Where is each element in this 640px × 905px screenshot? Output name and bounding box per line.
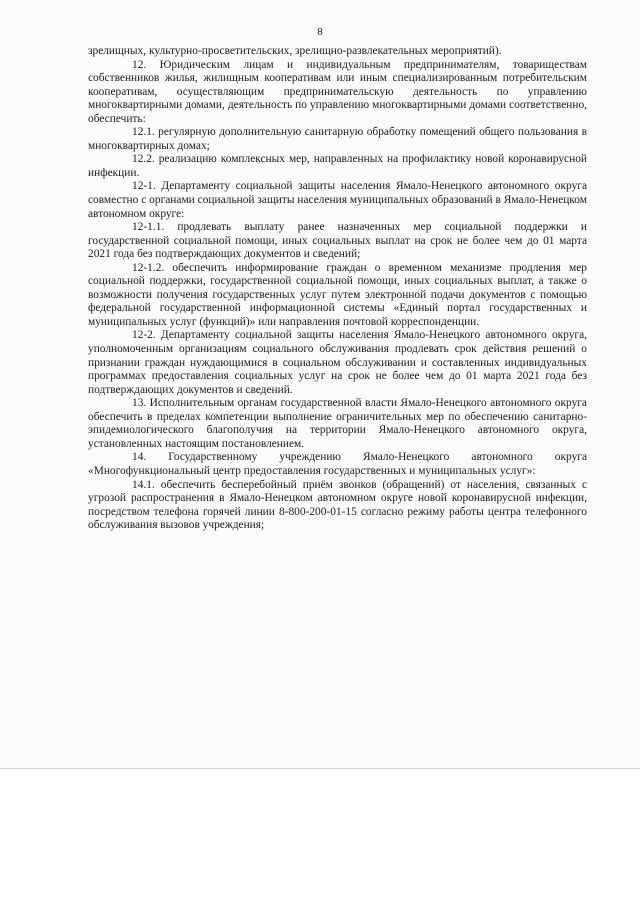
paragraph: 12-1.1. продлевать выплату ранее назначенных мер социальной поддержки и государственной социальной помощи, иных социальных выплат на срок не более чем до 01 марта 2021 года без подтверждающих документов и сведений; <box>88 221 587 261</box>
paragraph: 12-1.2. обеспечить информирование граждан о временном механизме продления мер социальной поддержки, государственной социальной помощи, иных социальных выплат, а также о возможности получения государственных услуг путем электронной подачи документов с помощью федеральной государственной информационной системы «Единый портал государственных и муниципальных услуг (функций)» или направления почтовой корреспонденции. <box>88 261 587 328</box>
paragraph: 12-2. Департаменту социальной защиты населения Ямало-Ненецкого автономного округа, уполномоченным организациям социального обслуживания продлевать срок действия решений о признании граждан нуждающимися в социальном обслуживании и составленных индивидуальных программах предоставления социальных услуг на срок не более чем до 01 марта 2021 года без подтверждающих документов и сведений. <box>88 329 587 396</box>
paragraph: 12-1. Департаменту социальной защиты населения Ямало-Ненецкого автономного округа совместно с органами социальной защиты населения муниципальных образований в Ямало-Ненецком автономном округе: <box>88 180 587 220</box>
blank-margin <box>0 769 640 905</box>
paragraph: 12.2. реализацию комплексных мер, направленных на профилактику новой коронавирусной инфекции. <box>88 153 587 179</box>
paragraph: 14. Государственному учреждению Ямало-Ненецкого автономного округа «Многофункциональный центр предоставления государственных и муниципальных услуг»: <box>88 451 587 477</box>
document-body <box>88 45 587 533</box>
paragraph: зрелищных, культурно-просветительских, зрелищно-развлекательных мероприятий). <box>88 45 502 57</box>
paragraph: 12. Юридическим лицам и индивидуальным предпринимателям, товариществам собственников жилья, жилищным кооперативам или иным специализированным потребительским кооперативам, осуществляющим предпринимательскую деятельность по управлению многоквартирными домами, деятельность по управлению многоквартирными домами соответственно, обеспечить: <box>88 58 587 125</box>
paragraph: 14.1. обеспечить бесперебойный приём звонков (обращений) от населения, связанных с угрозой распространения в Ямало-Ненецком автономном округе новой коронавирусной инфекции, посредством телефона горячей линии 8-800-200-01-15 согласно режиму работы центра телефонного обслуживания вызовов учреждения; <box>88 478 587 532</box>
paragraph: 12.1. регулярную дополнительную санитарную обработку помещений общего пользования в многоквартирных домах; <box>88 126 587 152</box>
page-number: 8 <box>317 26 323 38</box>
paragraph: 13. Исполнительным органам государственной власти Ямало-Ненецкого автономного округа обеспечить в пределах компетенции выполнение ограничительных мер по обеспечению санитарно-эпидемиологического благополучия на территории Ямало-Ненецкого автономного округа, установленных настоящим постановлением. <box>88 397 587 450</box>
